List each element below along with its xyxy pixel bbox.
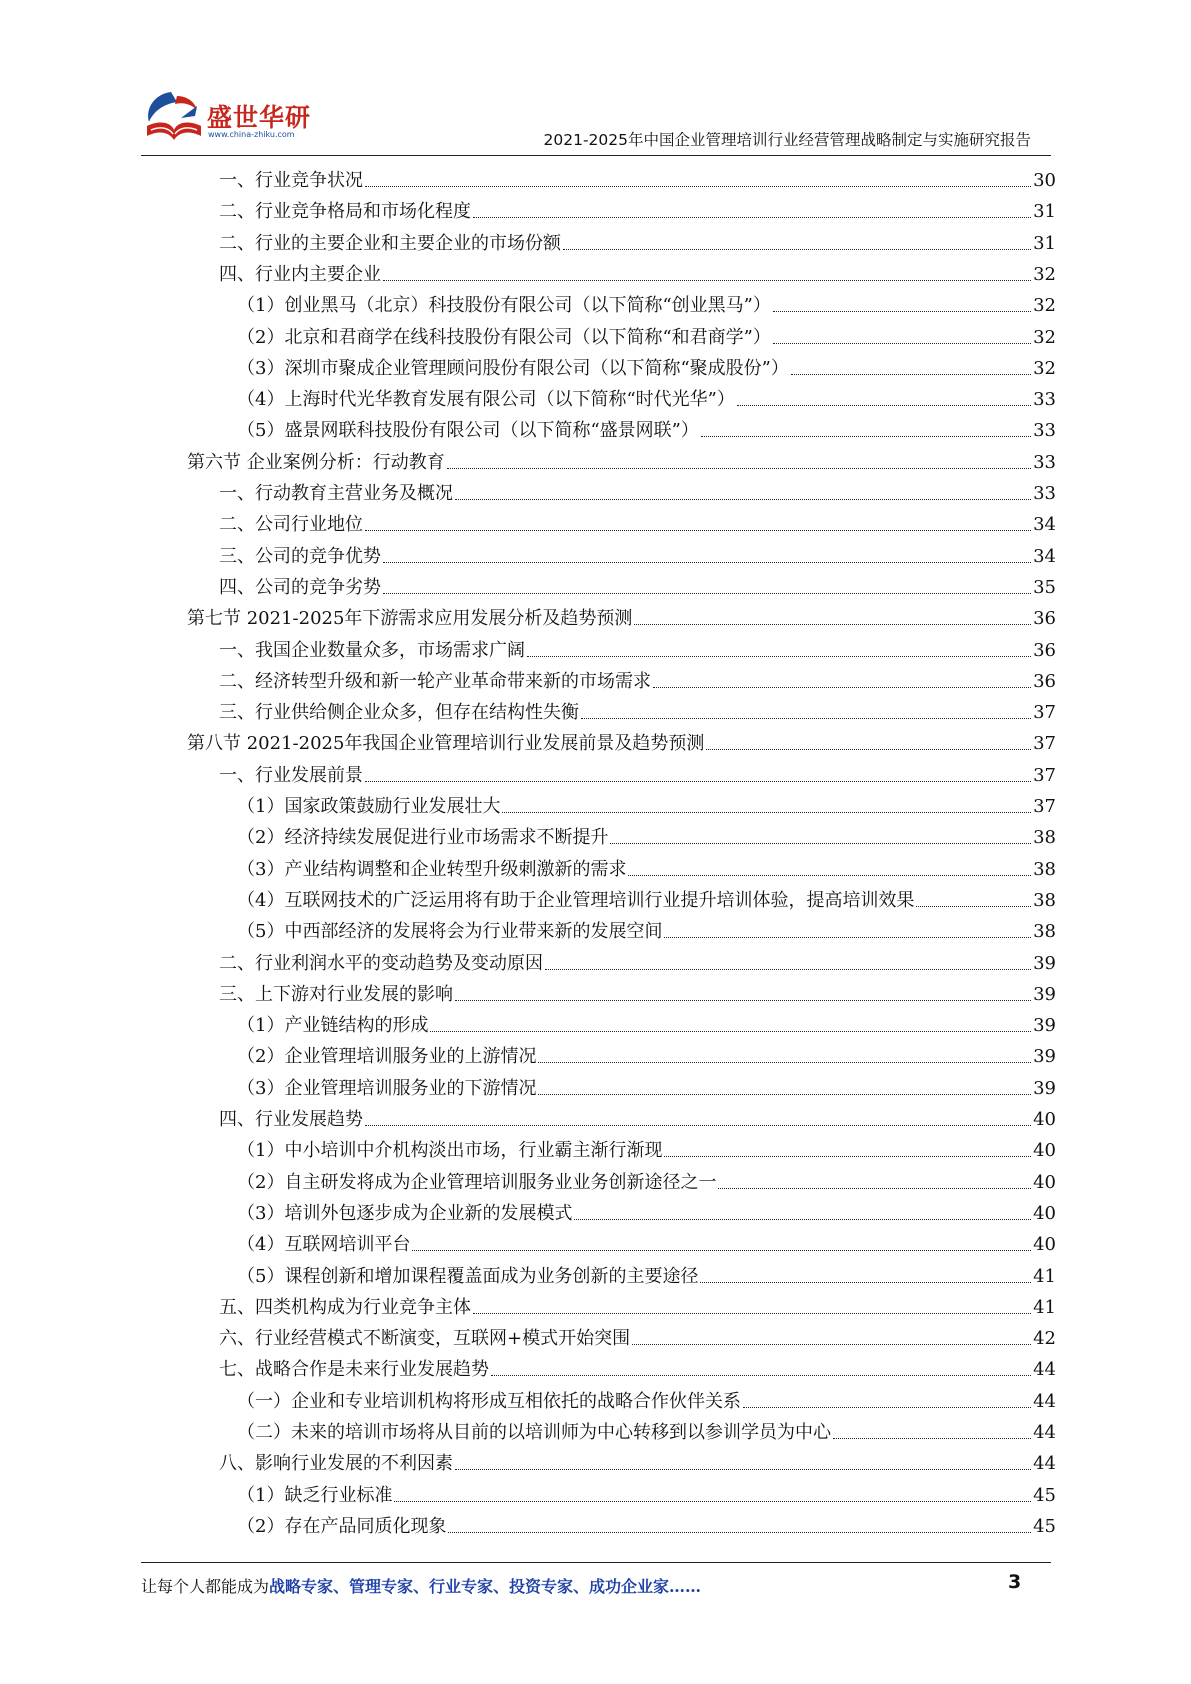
toc-entry-title: （1）缺乏行业标准 xyxy=(237,1484,393,1506)
toc-entry-title: （3）产业结构调整和企业转型升级刺激新的需求 xyxy=(237,858,627,880)
toc-entry-page: 38 xyxy=(1033,921,1056,943)
toc-entry[interactable] xyxy=(187,598,1056,630)
toc-entry-title: 四、公司的竞争劣势 xyxy=(219,576,381,598)
toc-entry-page: 31 xyxy=(1033,232,1056,254)
toc-dot-leader xyxy=(430,1031,1031,1032)
toc-entry-title: （4）互联网培训平台 xyxy=(237,1234,411,1256)
toc-entry[interactable] xyxy=(237,1162,1056,1194)
toc-entry[interactable] xyxy=(237,1412,1056,1444)
toc-entry[interactable] xyxy=(237,1224,1056,1256)
toc-entry[interactable] xyxy=(219,191,1056,223)
toc-entry-title: 二、经济转型升级和新一轮产业革命带来新的市场需求 xyxy=(219,670,651,692)
toc-entry[interactable] xyxy=(219,943,1056,975)
footer-slogan xyxy=(141,1574,701,1597)
toc-entry[interactable] xyxy=(237,285,1056,317)
toc-entry-title: （5）中西部经济的发展将会为行业带来新的发展空间 xyxy=(237,921,663,943)
toc-entry[interactable] xyxy=(219,223,1056,255)
toc-dot-leader xyxy=(455,499,1031,500)
toc-dot-leader xyxy=(365,1125,1031,1126)
toc-dot-leader xyxy=(394,1501,1031,1502)
toc-entry[interactable] xyxy=(219,160,1056,192)
toc-entry[interactable] xyxy=(219,473,1056,505)
toc-entry[interactable] xyxy=(237,911,1056,943)
toc-dot-leader xyxy=(773,343,1031,344)
toc-entry-title: 二、行业的主要企业和主要企业的市场份额 xyxy=(219,232,561,254)
toc-entry[interactable] xyxy=(237,1130,1056,1162)
toc-dot-leader xyxy=(664,1156,1031,1157)
toc-entry-page: 36 xyxy=(1033,670,1056,692)
toc-entry-page: 30 xyxy=(1033,170,1056,191)
toc-entry-page: 41 xyxy=(1033,1265,1056,1287)
toc-entry-page: 40 xyxy=(1033,1171,1056,1193)
toc-entry[interactable] xyxy=(237,379,1056,411)
toc-entry-title: （4）上海时代光华教育发展有限公司（以下简称“时代光华”） xyxy=(237,389,735,411)
toc-entry-title: （3）培训外包逐步成为企业新的发展模式 xyxy=(237,1202,573,1224)
logo-name: 盛世华研 xyxy=(207,103,312,132)
toc-dot-leader xyxy=(538,1094,1031,1095)
toc-dot-leader xyxy=(365,186,1031,187)
toc-entry-page: 41 xyxy=(1033,1296,1056,1318)
toc-entry[interactable] xyxy=(187,723,1056,755)
toc-dot-leader xyxy=(718,1188,1031,1189)
header-divider xyxy=(141,155,1051,156)
toc-entry[interactable] xyxy=(237,317,1056,349)
toc-entry-page: 35 xyxy=(1033,576,1056,598)
toc-entry-page: 39 xyxy=(1033,983,1056,1005)
toc-entry-title: （1）产业链结构的形成 xyxy=(237,1015,429,1037)
toc-entry[interactable] xyxy=(237,786,1056,818)
toc-dot-leader xyxy=(563,249,1031,250)
toc-entry-title: （3）深圳市聚成企业管理顾问股份有限公司（以下简称“聚成股份”） xyxy=(237,357,789,379)
toc-dot-leader xyxy=(545,969,1031,970)
toc-entry-title: 第八节 2021-2025年我国企业管理培训行业发展前景及趋势预测 xyxy=(187,733,705,755)
toc-entry[interactable] xyxy=(219,661,1056,693)
toc-entry-page: 37 xyxy=(1033,764,1056,786)
toc-dot-leader xyxy=(610,843,1031,844)
toc-entry-title: 八、影响行业发展的不利因素 xyxy=(219,1453,453,1475)
toc-entry[interactable] xyxy=(219,567,1056,599)
toc-dot-leader xyxy=(791,374,1031,375)
toc-entry-title: 第七节 2021-2025年下游需求应用发展分析及趋势预测 xyxy=(187,608,633,630)
footer-divider xyxy=(141,1562,1051,1563)
toc-entry[interactable] xyxy=(237,817,1056,849)
toc-entry[interactable] xyxy=(219,630,1056,662)
toc-dot-leader xyxy=(538,1062,1031,1063)
toc-dot-leader xyxy=(527,656,1031,657)
toc-entry-page: 40 xyxy=(1033,1234,1056,1256)
toc-entry[interactable] xyxy=(237,1381,1056,1413)
toc-entry-page: 32 xyxy=(1033,357,1056,379)
toc-entry-title: （二）未来的培训市场将从目前的以培训师为中心转移到以参训学员为中心 xyxy=(237,1422,831,1443)
toc-entry[interactable] xyxy=(219,1318,1056,1350)
toc-dot-leader xyxy=(833,1438,1031,1439)
toc-entry-page: 40 xyxy=(1033,1109,1056,1130)
toc-entry-page: 32 xyxy=(1033,326,1056,348)
toc-entry[interactable] xyxy=(219,536,1056,568)
toc-entry[interactable] xyxy=(237,849,1056,881)
toc-dot-leader xyxy=(383,280,1031,281)
toc-entry-page: 33 xyxy=(1033,451,1056,473)
toc-entry-page: 37 xyxy=(1033,796,1056,817)
toc-entry-page: 44 xyxy=(1033,1422,1056,1443)
toc-entry-title: （2）企业管理培训服务业的上游情况 xyxy=(237,1046,537,1068)
toc-entry-page: 32 xyxy=(1033,263,1056,285)
toc-entry[interactable] xyxy=(219,504,1056,536)
footer-slogan-highlight: 战略专家、管理专家、行业专家、投资专家、成功企业家…… xyxy=(269,1577,702,1596)
toc-dot-leader xyxy=(664,937,1031,938)
toc-dot-leader xyxy=(634,624,1031,625)
toc-entry-page: 32 xyxy=(1033,295,1056,317)
toc-dot-leader xyxy=(455,1469,1031,1470)
toc-entry-title: （1）国家政策鼓励行业发展壮大 xyxy=(237,796,501,817)
toc-dot-leader xyxy=(773,311,1031,312)
toc-entry-page: 39 xyxy=(1033,1046,1056,1068)
toc-dot-leader xyxy=(737,405,1031,406)
toc-entry-page: 39 xyxy=(1033,1077,1056,1099)
toc-dot-leader xyxy=(700,1282,1031,1283)
toc-entry[interactable] xyxy=(237,1506,1056,1538)
toc-dot-leader xyxy=(916,906,1031,907)
toc-entry[interactable] xyxy=(237,410,1056,442)
toc-dot-leader xyxy=(743,1407,1031,1408)
toc-entry-page: 40 xyxy=(1033,1202,1056,1224)
toc-entry-title: 二、公司行业地位 xyxy=(219,514,363,536)
toc-dot-leader xyxy=(412,1250,1031,1251)
toc-entry[interactable] xyxy=(219,692,1056,724)
toc-entry-title: 五、四类机构成为行业竞争主体 xyxy=(219,1296,471,1318)
toc-entry-title: 二、行业竞争格局和市场化程度 xyxy=(219,201,471,223)
toc-entry-title: 三、公司的竞争优势 xyxy=(219,545,381,567)
toc-dot-leader xyxy=(491,1375,1031,1376)
toc-dot-leader xyxy=(383,562,1031,563)
toc-dot-leader xyxy=(628,875,1031,876)
toc-entry-page: 33 xyxy=(1033,389,1056,411)
toc-entry[interactable] xyxy=(237,1256,1056,1288)
toc-entry-title: 四、行业内主要企业 xyxy=(219,263,381,285)
toc-dot-leader xyxy=(455,1000,1031,1001)
logo-url: www.china-zhiku.com xyxy=(208,130,295,139)
toc-entry[interactable] xyxy=(187,442,1056,474)
toc-entry-page: 37 xyxy=(1033,733,1056,755)
toc-entry-title: （2）经济持续发展促进行业市场需求不断提升 xyxy=(237,827,609,849)
toc-entry-title: 三、上下游对行业发展的影响 xyxy=(219,983,453,1005)
toc-entry[interactable] xyxy=(237,1036,1056,1068)
toc-entry-page: 44 xyxy=(1033,1359,1056,1381)
toc-entry-title: （一）企业和专业培训机构将形成互相依托的战略合作伙伴关系 xyxy=(237,1390,741,1412)
toc-dot-leader xyxy=(581,718,1031,719)
page-number: 3 xyxy=(1008,1571,1022,1593)
toc-entry-page: 44 xyxy=(1033,1453,1056,1475)
toc-entry-title: （2）自主研发将成为企业管理培训服务业业务创新途径之一 xyxy=(237,1171,717,1193)
toc-entry[interactable] xyxy=(237,1005,1056,1037)
toc-entry-page: 38 xyxy=(1033,858,1056,880)
toc-entry[interactable] xyxy=(219,1443,1056,1475)
toc-entry-title: 六、行业经营模式不断演变，互联网+模式开始突围 xyxy=(219,1328,631,1350)
toc-entry[interactable] xyxy=(219,1099,1056,1131)
toc-dot-leader xyxy=(473,1313,1031,1314)
toc-entry-title: 一、行业竞争状况 xyxy=(219,170,363,191)
toc-entry[interactable] xyxy=(219,974,1056,1006)
toc-entry-page: 33 xyxy=(1033,420,1056,442)
toc-entry-page: 37 xyxy=(1033,702,1056,724)
toc-entry-title: （4）互联网技术的广泛运用将有助于企业管理培训行业提升培训体验，提高培训效果 xyxy=(237,889,915,911)
toc-entry-title: 一、行动教育主营业务及概况 xyxy=(219,483,453,504)
toc-dot-leader xyxy=(653,687,1031,688)
logo-book-icon xyxy=(141,86,207,148)
toc-entry-title: （2）存在产品同质化现象 xyxy=(237,1515,447,1537)
toc-entry-page: 45 xyxy=(1033,1515,1056,1537)
toc-dot-leader xyxy=(473,217,1031,218)
toc-entry-title: 一、我国企业数量众多，市场需求广阔 xyxy=(219,639,525,661)
report-title: 2021-2025年中国企业管理培训行业经营管理战略制定与实施研究报告 xyxy=(543,131,1031,149)
toc-entry-title: 二、行业利润水平的变动趋势及变动原因 xyxy=(219,952,543,974)
toc-entry-page: 39 xyxy=(1033,952,1056,974)
toc-entry-title: （5）课程创新和增加课程覆盖面成为业务创新的主要途径 xyxy=(237,1265,699,1287)
toc-entry[interactable] xyxy=(237,1193,1056,1225)
toc-dot-leader xyxy=(701,436,1031,437)
toc-dot-leader xyxy=(447,468,1031,469)
toc-entry[interactable] xyxy=(219,254,1056,286)
toc-entry[interactable] xyxy=(237,880,1056,912)
toc-entry-page: 45 xyxy=(1033,1484,1056,1506)
company-logo xyxy=(141,86,311,148)
toc-entry-page: 36 xyxy=(1033,608,1056,630)
toc-entry[interactable] xyxy=(237,348,1056,380)
toc-entry-page: 40 xyxy=(1033,1140,1056,1162)
toc-entry-title: 一、行业发展前景 xyxy=(219,764,363,786)
toc-entry-page: 44 xyxy=(1033,1390,1056,1412)
toc-dot-leader xyxy=(365,530,1031,531)
toc-entry-title: （5）盛景网联科技股份有限公司（以下简称“盛景网联”） xyxy=(237,420,699,442)
toc-entry[interactable] xyxy=(237,1068,1056,1100)
toc-entry-page: 42 xyxy=(1033,1328,1056,1350)
toc-entry-page: 39 xyxy=(1033,1015,1056,1037)
toc-entry-title: 四、行业发展趋势 xyxy=(219,1109,363,1130)
toc-entry[interactable] xyxy=(219,1287,1056,1319)
toc-dot-leader xyxy=(574,1219,1031,1220)
toc-entry-title: （1）创业黑马（北京）科技股份有限公司（以下简称“创业黑马”） xyxy=(237,295,771,317)
toc-entry-title: 三、行业供给侧企业众多，但存在结构性失衡 xyxy=(219,702,579,724)
toc-dot-leader xyxy=(383,593,1031,594)
toc-entry[interactable] xyxy=(237,1475,1056,1507)
toc-entry[interactable] xyxy=(219,1349,1056,1381)
toc-entry-page: 38 xyxy=(1033,889,1056,911)
toc-dot-leader xyxy=(502,812,1031,813)
toc-entry-title: 七、战略合作是未来行业发展趋势 xyxy=(219,1359,489,1381)
toc-entry-title: 第六节 企业案例分析：行动教育 xyxy=(187,451,445,473)
toc-entry-page: 34 xyxy=(1033,545,1056,567)
toc-entry-page: 31 xyxy=(1033,201,1056,223)
toc-entry-page: 38 xyxy=(1033,827,1056,849)
toc-entry-title: （3）企业管理培训服务业的下游情况 xyxy=(237,1077,537,1099)
toc-entry-page: 33 xyxy=(1033,483,1056,504)
footer-slogan-prefix: 让每个人都能成为 xyxy=(141,1577,270,1596)
toc-entry-title: （2）北京和君商学在线科技股份有限公司（以下简称“和君商学”） xyxy=(237,326,771,348)
toc-dot-leader xyxy=(448,1532,1031,1533)
toc-entry-page: 34 xyxy=(1033,514,1056,536)
toc-dot-leader xyxy=(365,781,1031,782)
toc-entry-title: （1）中小培训中介机构淡出市场，行业霸主渐行渐现 xyxy=(237,1140,663,1162)
toc-dot-leader xyxy=(706,749,1031,750)
toc-dot-leader xyxy=(632,1344,1031,1345)
toc-entry-page: 36 xyxy=(1033,639,1056,661)
toc-entry[interactable] xyxy=(219,755,1056,787)
